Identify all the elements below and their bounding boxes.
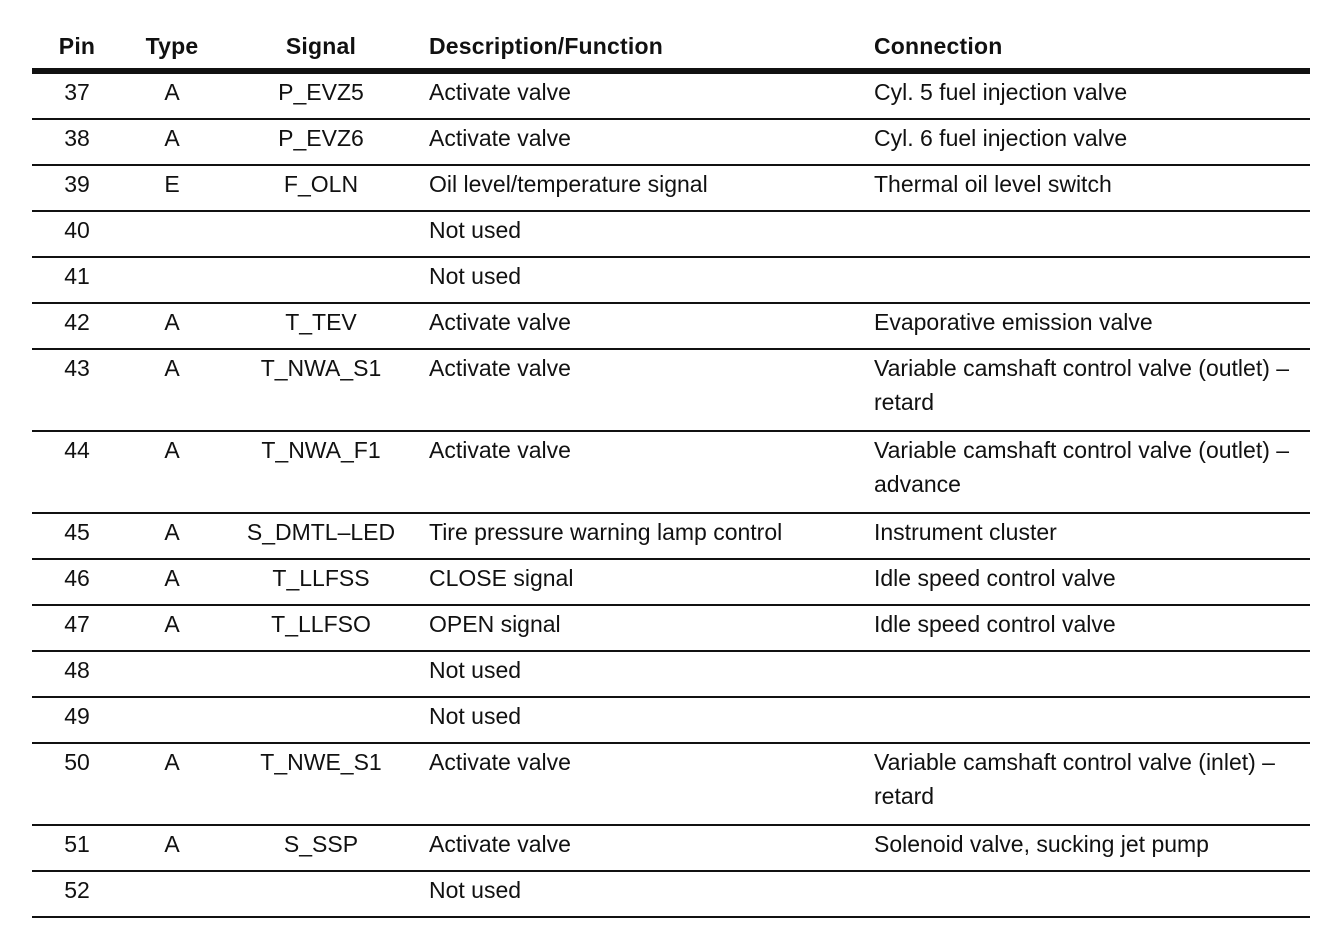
type-cell: A bbox=[122, 71, 222, 119]
pin-cell: 48 bbox=[32, 651, 122, 697]
table-row bbox=[32, 165, 1310, 211]
signal-cell: T_TEV bbox=[222, 303, 420, 349]
table-row bbox=[32, 697, 1310, 743]
pin-cell: 47 bbox=[32, 605, 122, 651]
type-cell bbox=[122, 697, 222, 743]
signal-cell: T_LLFSO bbox=[222, 605, 420, 651]
table-header bbox=[32, 24, 1310, 71]
type-cell bbox=[122, 211, 222, 257]
type-cell bbox=[122, 871, 222, 917]
description-cell: Not used bbox=[420, 697, 865, 743]
signal-cell bbox=[222, 211, 420, 257]
header-type: Type bbox=[122, 24, 222, 71]
table-row bbox=[32, 257, 1310, 303]
table-row bbox=[32, 431, 1310, 513]
type-cell: A bbox=[122, 431, 222, 513]
connection-cell bbox=[865, 871, 1310, 917]
signal-cell: S_SSP bbox=[222, 825, 420, 871]
table-row bbox=[32, 825, 1310, 871]
pin-cell: 41 bbox=[32, 257, 122, 303]
connection-cell: Instrument cluster bbox=[865, 513, 1310, 559]
connection-cell bbox=[865, 651, 1310, 697]
signal-cell: T_LLFSS bbox=[222, 559, 420, 605]
header-row bbox=[32, 24, 1310, 71]
signal-cell: P_EVZ5 bbox=[222, 71, 420, 119]
pin-cell: 46 bbox=[32, 559, 122, 605]
description-cell: Activate valve bbox=[420, 71, 865, 119]
type-cell: A bbox=[122, 825, 222, 871]
connection-cell: Variable camshaft control valve (outlet) – advance bbox=[865, 431, 1310, 513]
description-cell: Activate valve bbox=[420, 431, 865, 513]
description-cell: Not used bbox=[420, 651, 865, 697]
pin-cell: 38 bbox=[32, 119, 122, 165]
header-description: Description/Function bbox=[420, 24, 865, 71]
description-cell: OPEN signal bbox=[420, 605, 865, 651]
description-cell: Tire pressure warning lamp control bbox=[420, 513, 865, 559]
connection-cell bbox=[865, 211, 1310, 257]
description-cell: Activate valve bbox=[420, 119, 865, 165]
description-cell: Activate valve bbox=[420, 825, 865, 871]
pin-cell: 49 bbox=[32, 697, 122, 743]
table-row bbox=[32, 119, 1310, 165]
signal-cell: T_NWA_S1 bbox=[222, 349, 420, 431]
pin-cell: 52 bbox=[32, 871, 122, 917]
pin-cell: 51 bbox=[32, 825, 122, 871]
pin-cell: 39 bbox=[32, 165, 122, 211]
table-row bbox=[32, 349, 1310, 431]
connection-cell: Cyl. 6 fuel injection valve bbox=[865, 119, 1310, 165]
connection-cell: Idle speed control valve bbox=[865, 559, 1310, 605]
type-cell bbox=[122, 651, 222, 697]
type-cell: A bbox=[122, 559, 222, 605]
signal-cell bbox=[222, 257, 420, 303]
table-row bbox=[32, 559, 1310, 605]
pin-cell: 50 bbox=[32, 743, 122, 825]
pin-assignment-table bbox=[32, 24, 1310, 918]
table-row bbox=[32, 513, 1310, 559]
table-row bbox=[32, 605, 1310, 651]
description-cell: Not used bbox=[420, 211, 865, 257]
pin-cell: 45 bbox=[32, 513, 122, 559]
description-cell: Not used bbox=[420, 257, 865, 303]
pin-cell: 37 bbox=[32, 71, 122, 119]
pin-cell: 43 bbox=[32, 349, 122, 431]
description-cell: Activate valve bbox=[420, 743, 865, 825]
type-cell: A bbox=[122, 743, 222, 825]
description-cell: Activate valve bbox=[420, 349, 865, 431]
type-cell: A bbox=[122, 513, 222, 559]
pin-cell: 44 bbox=[32, 431, 122, 513]
description-cell: Activate valve bbox=[420, 303, 865, 349]
signal-cell bbox=[222, 871, 420, 917]
connection-cell: Variable camshaft control valve (inlet) – retard bbox=[865, 743, 1310, 825]
type-cell bbox=[122, 257, 222, 303]
type-cell: A bbox=[122, 119, 222, 165]
pin-cell: 42 bbox=[32, 303, 122, 349]
connection-cell: Variable camshaft control valve (outlet) – retard bbox=[865, 349, 1310, 431]
type-cell: A bbox=[122, 605, 222, 651]
type-cell: A bbox=[122, 303, 222, 349]
signal-cell bbox=[222, 651, 420, 697]
table-row bbox=[32, 71, 1310, 119]
header-connection: Connection bbox=[865, 24, 1310, 71]
table-row bbox=[32, 303, 1310, 349]
signal-cell: P_EVZ6 bbox=[222, 119, 420, 165]
signal-cell: F_OLN bbox=[222, 165, 420, 211]
header-pin: Pin bbox=[32, 24, 122, 71]
connection-cell: Solenoid valve, sucking jet pump bbox=[865, 825, 1310, 871]
signal-cell: S_DMTL–LED bbox=[222, 513, 420, 559]
connection-cell bbox=[865, 697, 1310, 743]
header-signal: Signal bbox=[222, 24, 420, 71]
signal-cell: T_NWE_S1 bbox=[222, 743, 420, 825]
signal-cell bbox=[222, 697, 420, 743]
table-body bbox=[32, 71, 1310, 917]
description-cell: Not used bbox=[420, 871, 865, 917]
table-row bbox=[32, 743, 1310, 825]
table-row bbox=[32, 871, 1310, 917]
connection-cell: Evaporative emission valve bbox=[865, 303, 1310, 349]
signal-cell: T_NWA_F1 bbox=[222, 431, 420, 513]
description-cell: Oil level/temperature signal bbox=[420, 165, 865, 211]
connection-cell: Cyl. 5 fuel injection valve bbox=[865, 71, 1310, 119]
table-row bbox=[32, 211, 1310, 257]
connection-cell: Thermal oil level switch bbox=[865, 165, 1310, 211]
pin-cell: 40 bbox=[32, 211, 122, 257]
type-cell: A bbox=[122, 349, 222, 431]
table-row bbox=[32, 651, 1310, 697]
connection-cell: Idle speed control valve bbox=[865, 605, 1310, 651]
type-cell: E bbox=[122, 165, 222, 211]
description-cell: CLOSE signal bbox=[420, 559, 865, 605]
connection-cell bbox=[865, 257, 1310, 303]
